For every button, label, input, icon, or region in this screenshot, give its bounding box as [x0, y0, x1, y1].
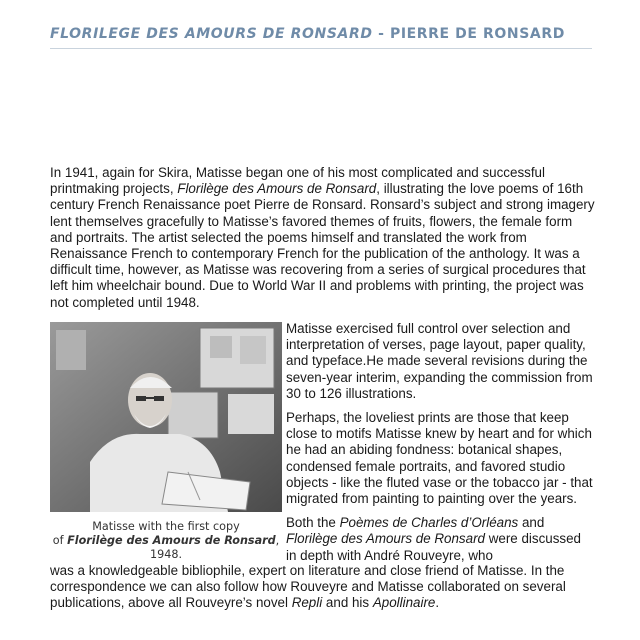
para3-end: were discussed in depth with André Rouveyre, who	[286, 531, 581, 563]
para3-and: and	[518, 515, 545, 531]
title-author: PIERRE DE RONSARD	[389, 26, 565, 42]
matisse-photo	[50, 322, 282, 512]
para3-title-1: Poèmes de Charles d’Orléans	[339, 515, 519, 531]
photo-caption	[50, 520, 282, 563]
page-title	[50, 26, 592, 42]
bottom-title-1: Repli	[291, 595, 323, 611]
title-separator: -	[372, 26, 390, 42]
caption-of: of	[52, 534, 68, 548]
para3-start: Both the	[286, 515, 340, 531]
caption-year: , 1948.	[149, 534, 280, 562]
bottom-text-2: and his	[322, 595, 373, 611]
intro-paragraph	[50, 165, 595, 311]
caption-line-2	[50, 534, 282, 562]
caption-line-1: Matisse with the first copy	[92, 520, 240, 533]
intro-text-1: In 1941, again for Skira, Matisse began one of his most complicated and successful printmaking projects,	[50, 165, 545, 197]
bottom-text-3: .	[435, 595, 440, 611]
bottom-text-1: was a knowledgeable bibliophile, expert on literature and close friend of Matisse. In the correspondence we can also follow how Rouveyre and Matisse collaborated on several publications, above all Rouveyre’s novel	[50, 563, 566, 611]
page-header	[50, 26, 592, 49]
para3-title-2: Florilège des Amours de Ronsard	[286, 531, 485, 547]
side-paragraph-2: Perhaps, the loveliest prints are those that keep close to motifs Matisse knew by heart and for which he had an abiding fondness: botanical shapes, condensed female portraits, and favored studio objects - like the fluted vase or the tobacco jar - that migrated from painting to painting over the years.	[286, 410, 593, 507]
figure	[50, 322, 282, 563]
side-paragraph-3	[286, 515, 594, 564]
side-column	[286, 321, 594, 572]
caption-book-title: Florilège des Amours de Ronsard	[67, 534, 276, 548]
title-book: FLORILEGE DES AMOURS DE RONSARD	[50, 26, 373, 42]
intro-text-2: , illustrating the love poems of 16th century French Renaissance poet Pierre de Ronsard. Ronsard’s subject and strong imagery lent themselves gracefully to Matisse’s favored themes of fruits, flowers, the female form and portraits. The artist selected the poems himself and translated the work from Renaissance French to contemporary French for the publication of the anthology. It was a difficult time, however, as Matisse was recovering from a series of surgical procedures that left him wheelchair bound. Due to World War II and problems with printing, the project was not completed until 1948.	[50, 181, 595, 310]
intro-book-title: Florilège des Amours de Ronsard	[177, 181, 377, 197]
side-paragraph-1: Matisse exercised full control over selection and interpretation of verses, page layout, paper quality, and typeface.He made several revisions during the seven-year interim, expanding the commission from 30 to 126 illustrations.	[286, 321, 593, 401]
bottom-paragraph	[50, 563, 600, 612]
bottom-title-2: Apollinaire	[372, 595, 436, 611]
